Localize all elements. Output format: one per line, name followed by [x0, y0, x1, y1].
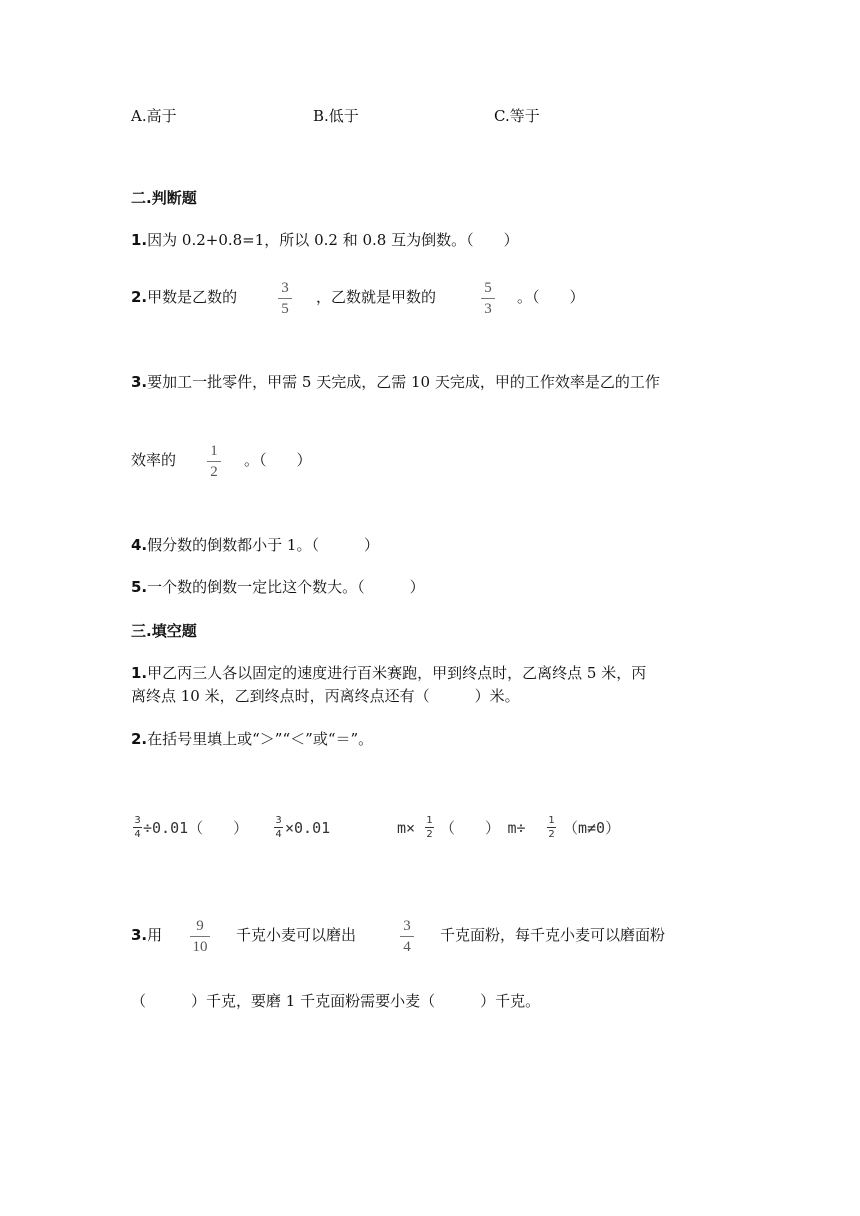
- fraction-denominator: 10: [192, 939, 208, 955]
- fraction-3-4-small: [133, 815, 142, 840]
- fraction-numerator: 1: [426, 815, 433, 826]
- fraction-denominator: 4: [134, 829, 141, 840]
- fraction-3-4-small: [274, 815, 283, 840]
- judgement-q5: [131, 577, 425, 597]
- fill-q2: [131, 729, 373, 749]
- expression-divide: ÷0.01（ ）: [143, 819, 249, 837]
- fraction-5-3: [481, 280, 495, 317]
- question-number: 4.: [131, 536, 148, 554]
- question-number: 1.: [131, 231, 148, 249]
- fraction-denominator: 2: [210, 464, 218, 480]
- expression-m-divide: （ ） m÷: [440, 819, 526, 837]
- fraction-bar: [481, 298, 495, 299]
- fraction-numerator: 3: [281, 280, 289, 296]
- judgement-q4: [131, 535, 379, 555]
- fraction-3-4: [400, 918, 414, 955]
- judgement-q3-end: 。（ ）: [244, 451, 312, 469]
- fraction-bar: [547, 827, 556, 828]
- question-text: 在括号里填上或“＞”“＜”或“＝”。: [147, 730, 374, 748]
- fill-q1-line2: 离终点 10 米，乙到终点时，丙离终点还有（ ）米。: [131, 687, 520, 705]
- fraction-numerator: 3: [134, 815, 141, 826]
- fill-q3-line2: （ ）千克，要磨 1 千克面粉需要小麦（ ）千克。: [131, 992, 541, 1010]
- fill-q3-middle: 千克小麦可以磨出: [236, 926, 357, 944]
- question-text: 要加工一批零件，甲需 5 天完成，乙需 10 天完成，甲的工作效率是乙的工作: [147, 373, 660, 391]
- question-text: 假分数的倒数都小于 1。（ ）: [147, 536, 379, 554]
- fraction-numerator: 1: [548, 815, 555, 826]
- question-text: 一个数的倒数一定比这个数大。（ ）: [147, 578, 425, 596]
- fraction-denominator: 4: [275, 829, 282, 840]
- question-text: 用: [147, 926, 163, 944]
- fraction-bar: [425, 827, 434, 828]
- fill-q1: [131, 663, 646, 683]
- fraction-numerator: 5: [484, 280, 492, 296]
- fraction-bar: [400, 936, 414, 937]
- fraction-1-2-small: [547, 815, 556, 840]
- question-number: 3.: [131, 926, 148, 944]
- question-number: 2.: [131, 730, 148, 748]
- fraction-bar: [133, 827, 142, 828]
- fraction-1-2-small: [425, 815, 434, 840]
- expression-condition: （m≠0）: [563, 819, 621, 837]
- fraction-1-2: [207, 443, 221, 480]
- question-number: 2.: [131, 288, 148, 306]
- question-text: 甲乙丙三人各以固定的速度进行百米赛跑，甲到终点时，乙离终点 5 米，丙: [147, 664, 647, 682]
- fraction-denominator: 5: [281, 301, 289, 317]
- fraction-numerator: 3: [403, 918, 411, 934]
- fill-q3-end: 千克面粉，每千克小麦可以磨面粉: [440, 926, 666, 944]
- expression-m-times: m×: [397, 819, 416, 837]
- section-heading-fill-blank: 三.填空题: [131, 622, 197, 640]
- judgement-q2: [131, 287, 237, 307]
- fraction-numerator: 9: [196, 918, 204, 934]
- question-text: 甲数是乙数的: [147, 288, 238, 306]
- fraction-bar: [190, 936, 210, 937]
- fraction-numerator: 3: [275, 815, 282, 826]
- judgement-q2-middle: ，乙数就是甲数的: [316, 288, 437, 306]
- fraction-3-5: [278, 280, 292, 317]
- fraction-denominator: 2: [426, 829, 433, 840]
- fill-q3: [131, 925, 162, 945]
- fraction-bar: [274, 827, 283, 828]
- fraction-9-10: [190, 918, 210, 955]
- option-b: B.低于: [313, 107, 359, 125]
- fraction-bar: [207, 461, 221, 462]
- question-text: 因为 0.2+0.8=1，所以 0.2 和 0.8 互为倒数。（ ）: [147, 231, 519, 249]
- expression-multiply: ×0.01: [285, 819, 331, 837]
- section-heading-judgement: 二.判断题: [131, 189, 197, 207]
- fraction-denominator: 4: [403, 939, 411, 955]
- judgement-q2-end: 。（ ）: [517, 288, 585, 306]
- judgement-q3: [131, 372, 660, 392]
- fraction-numerator: 1: [210, 443, 218, 459]
- question-number: 1.: [131, 664, 148, 682]
- question-number: 5.: [131, 578, 148, 596]
- judgement-q1: [131, 230, 519, 250]
- judgement-q3-line2: 效率的: [131, 451, 177, 469]
- question-number: 3.: [131, 373, 148, 391]
- fraction-denominator: 3: [484, 301, 492, 317]
- option-a: A.高于: [131, 107, 177, 125]
- fraction-bar: [278, 298, 292, 299]
- fraction-denominator: 2: [548, 829, 555, 840]
- option-c: C.等于: [494, 107, 540, 125]
